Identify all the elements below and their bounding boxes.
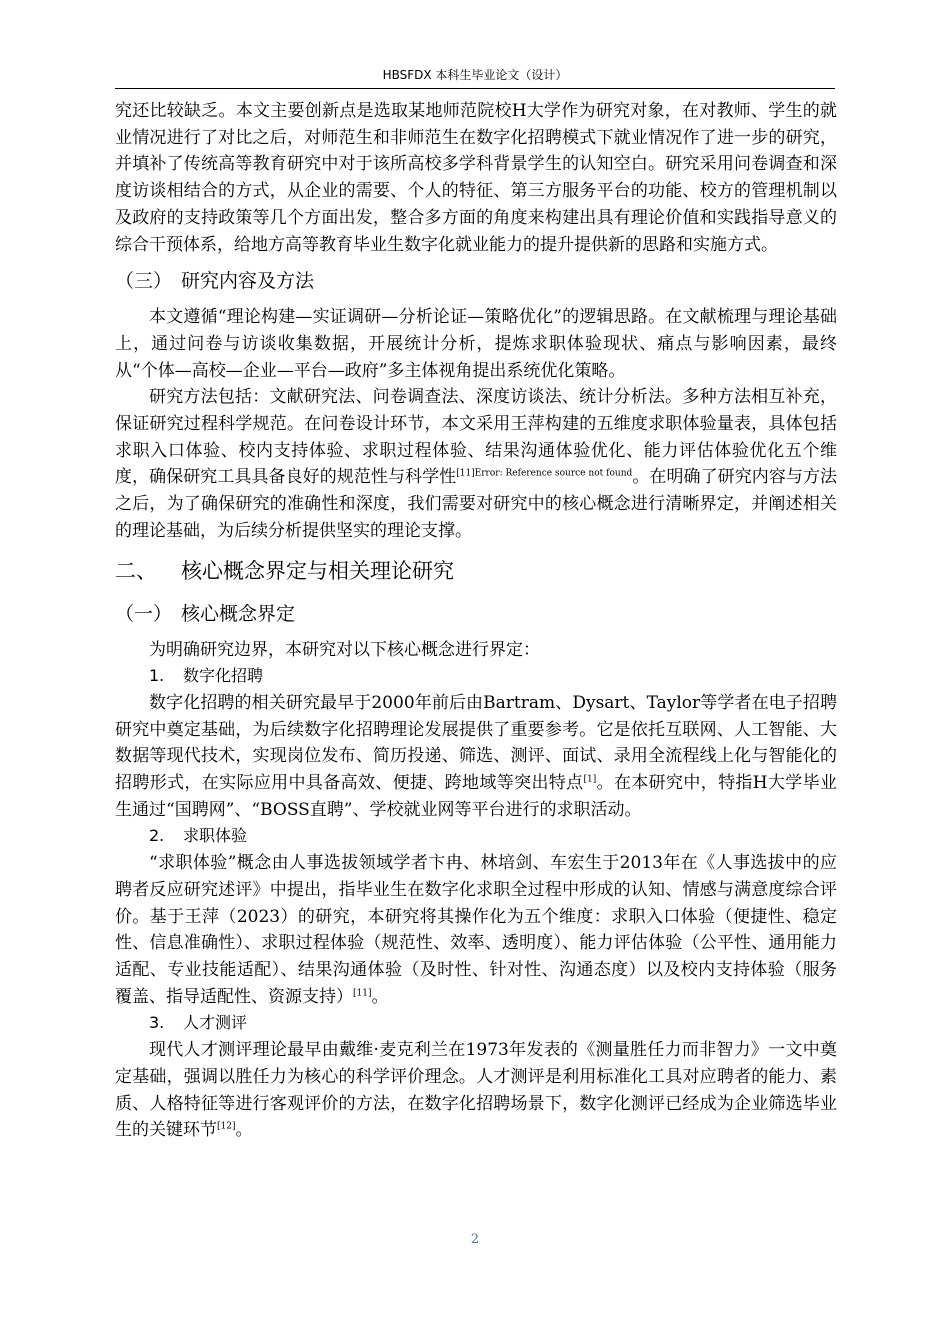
paragraph-text: 现代人才测评理论最早由戴维·麦克利兰在1973年发表的《测量胜任力而非智力》一文中奠定基础，强调以胜任力为核心的科学评价理念。人才测评是利用标准化工具对应聘者的能力、素质、人格特征等进行客观评价的方法，在数字化招聘场景下，数字化测评已经成为企业筛选毕业生的关键环节 (115, 1040, 837, 1141)
paragraph-text: “求职体验”概念由人事选拔领域学者卞冉、林培剑、车宏生于2013年在《人事选拔中的应聘者反应研究述评》中提出，指毕业生在数字化求职全过程中形成的认知、情感与满意度综合评价。基于王萍（2023）的研究，本研究将其操作化为五个维度：求职入口体验（便捷性、稳定性、信息准确性）、求职过程体验（规范性、效率、透明度）、能力评估体验（公平性、通用能力适配、专业技能适配）、结果沟通体验（及时性、针对性、沟通态度）以及校内支持体验（服务覆盖、指导适配性、资源支持） (115, 853, 837, 1007)
citation-error: [11]Error: Reference source not found (456, 468, 633, 479)
chapter-heading (115, 555, 837, 587)
section-heading-research-content (115, 266, 837, 296)
item-title: 求职体验 (183, 826, 248, 846)
citation: [11] (353, 988, 372, 999)
item-heading-digital-recruitment (115, 663, 837, 690)
chapter-title: 核心概念界定与相关理论研究 (181, 558, 454, 583)
document-body (115, 98, 837, 1144)
citation: [1] (583, 774, 597, 785)
section-title: 核心概念界定 (181, 602, 296, 625)
paragraph-innovation: 究还比较缺乏。本文主要创新点是选取某地师范院校H大学作为研究对象，在对教师、学生的就业情况进行了对比之后，对师范生和非师范生在数字化招聘模式下就业情况作了进一步的研究，并填补了传统高等教育研究中对于该所高校多学科背景学生的认知空白。研究采用问卷调查和深度访谈相结合的方式，从企业的需要、个人的特征、第三方服务平台的功能、校方的管理机制以及政府的支持政策等几个方面出发，整合多方面的角度来构建出具有理论价值和实践指导意义的综合干预体系，给地方高等教育毕业生数字化就业能力的提升提供新的思路和实施方式。 (115, 101, 837, 255)
item-title: 数字化招聘 (183, 666, 264, 686)
paragraph-methods (115, 384, 837, 544)
section-number: （三） (115, 270, 173, 293)
item-number: 1. (149, 666, 165, 686)
paragraph-intro: 为明确研究边界，本研究对以下核心概念进行界定： (149, 639, 540, 660)
page-number: 2 (470, 1232, 480, 1247)
item-number: 3. (149, 1013, 165, 1033)
paragraph-text-2: 。 (235, 1120, 253, 1141)
paragraph-methods-text-2: 。在明确了研究内容与方法之后，为了确保研究的准确性和深度，我们需要对研究中的核心概念进行清晰界定，并阐述相关的理论基础，为后续分析提供坚实的理论支撑。 (115, 467, 837, 541)
header-title: HBSFDX 本科生毕业论文（设计） (382, 68, 568, 82)
item-number: 2. (149, 826, 165, 846)
paragraph-text-2: 。在本研究中，特指H大学毕业生通过“国聘网”、“BOSS直聘”、学校就业网等平台进行的求职活动。 (115, 773, 837, 820)
paragraph-digital-recruitment (115, 690, 837, 824)
page-header (115, 66, 835, 89)
citation: [12] (217, 1121, 236, 1132)
paragraph-job-experience (115, 850, 837, 1010)
paragraph-text: 数字化招聘的相关研究最早于2000年前后由Bartram、Dysart、Taylor等学者在电子招聘研究中奠定基础，为后续数字化招聘理论发展提供了重要参考。它是依托互联网、人工智能、大数据等现代技术，实现岗位发布、简历投递、筛选、测评、面试、录用全流程线上化与智能化的招聘形式，在实际应用中具备高效、便捷、跨地域等突出特点 (115, 692, 837, 794)
section-heading-core-concepts (115, 599, 837, 629)
paragraph-text-2: 。 (371, 986, 389, 1007)
paragraph-talent-assessment (115, 1037, 837, 1144)
paragraph-logic: 本文遵循“理论构建—实证调研—分析论证—策略优化”的逻辑思路。在文献梳理与理论基础上，通过问卷与访谈收集数据，开展统计分析，提炼求职体验现状、痛点与影响因素，最终从“个体—高校—企业—平台—政府”多主体视角提出系统优化策略。 (115, 307, 837, 381)
paragraph-methods-text: 研究方法包括：文献研究法、问卷调查法、深度访谈法、统计分析法。多种方法相互补充，保证研究过程科学规范。在问卷设计环节，本文采用王萍构建的五维度求职体验量表，具体包括求职入口体验、校内支持体验、求职过程体验、结果沟通体验优化、能力评估体验优化五个维度，确保研究工具具备良好的规范性与科学性 (115, 387, 837, 488)
section-number: （一） (115, 602, 173, 625)
item-title: 人才测评 (183, 1013, 248, 1033)
section-title: 研究内容及方法 (181, 270, 315, 293)
item-heading-job-experience (115, 823, 837, 850)
chapter-number: 二、 (115, 558, 157, 583)
item-heading-talent-assessment (115, 1010, 837, 1037)
